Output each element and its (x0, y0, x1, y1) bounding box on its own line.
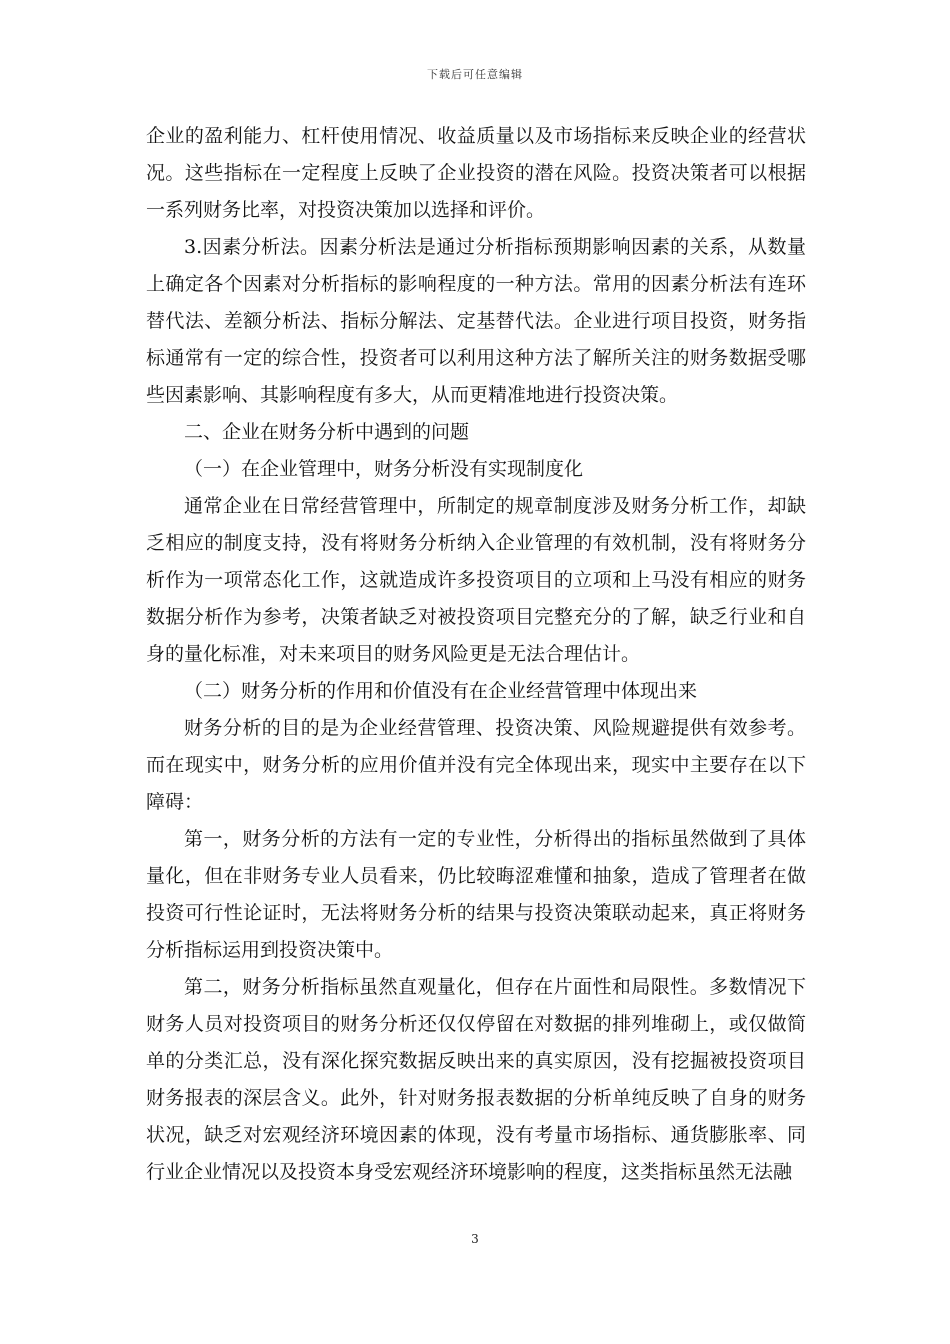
paragraph-first-obstacle: 第一，财务分析的方法有一定的专业性，分析得出的指标虽然做到了具体量化，但在非财务专业人员看来，仍比较晦涩难懂和抽象，造成了管理者在做投资可行性论证时，无法将财务分析的结果与投资决策联动起来，真正将财务分析指标运用到投资决策中。 (146, 828, 806, 961)
page-header-note: 下载后可任意编辑 (427, 68, 523, 81)
paragraph-factor-analysis: 3.因素分析法。因素分析法是通过分析指标预期影响因素的关系，从数量上确定各个因素对分析指标的影响程度的一种方法。常用的因素分析法有连环替代法、差额分析法、指标分解法、定基替代法。企业进行项目投资，财务指标通常有一定的综合性，投资者可以利用这种方法了解所关注的财务数据受哪些因素影响、其影响程度有多大，从而更精准地进行投资决策。 (146, 236, 806, 406)
section-heading-problems: 二、企业在财务分析中遇到的问题 (184, 421, 470, 443)
paragraph-purpose: 财务分析的目的是为企业经营管理、投资决策、风险规避提供有效参考。而在现实中，财务分析的应用价值并没有完全体现出来，现实中主要存在以下障碍： (146, 717, 806, 813)
body-text (146, 118, 806, 1191)
subsection-heading-2: （二）财务分析的作用和价值没有在企业经营管理中体现出来 (184, 680, 698, 702)
paragraph-continuation: 企业的盈利能力、杠杆使用情况、收益质量以及市场指标来反映企业的经营状况。这些指标在一定程度上反映了企业投资的潜在风险。投资决策者可以根据一系列财务比率，对投资决策加以选择和评价。 (146, 125, 806, 221)
paragraph-institutionalization: 通常企业在日常经营管理中，所制定的规章制度涉及财务分析工作，却缺乏相应的制度支持，没有将财务分析纳入企业管理的有效机制，没有将财务分析作为一项常态化工作，这就造成许多投资项目的立项和上马没有相应的财务数据分析作为参考，决策者缺乏对被投资项目完整充分的了解，缺乏行业和自身的量化标准，对未来项目的财务风险更是无法合理估计。 (146, 495, 806, 665)
paragraph-second-obstacle: 第二，财务分析指标虽然直观量化，但存在片面性和局限性。多数情况下财务人员对投资项目的财务分析还仅仅停留在对数据的排列堆砌上，或仅做简单的分类汇总，没有深化探究数据反映出来的真实原因，没有挖掘被投资项目财务报表的深层含义。此外，针对财务报表数据的分析单纯反映了自身的财务状况，缺乏对宏观经济环境因素的体现，没有考量市场指标、通货膨胀率、同行业企业情况以及投资本身受宏观经济环境影响的程度，这类指标虽然无法融 (146, 976, 806, 1183)
subsection-heading-1: （一）在企业管理中，财务分析没有实现制度化 (184, 458, 584, 480)
page-number: 3 (471, 1232, 479, 1246)
